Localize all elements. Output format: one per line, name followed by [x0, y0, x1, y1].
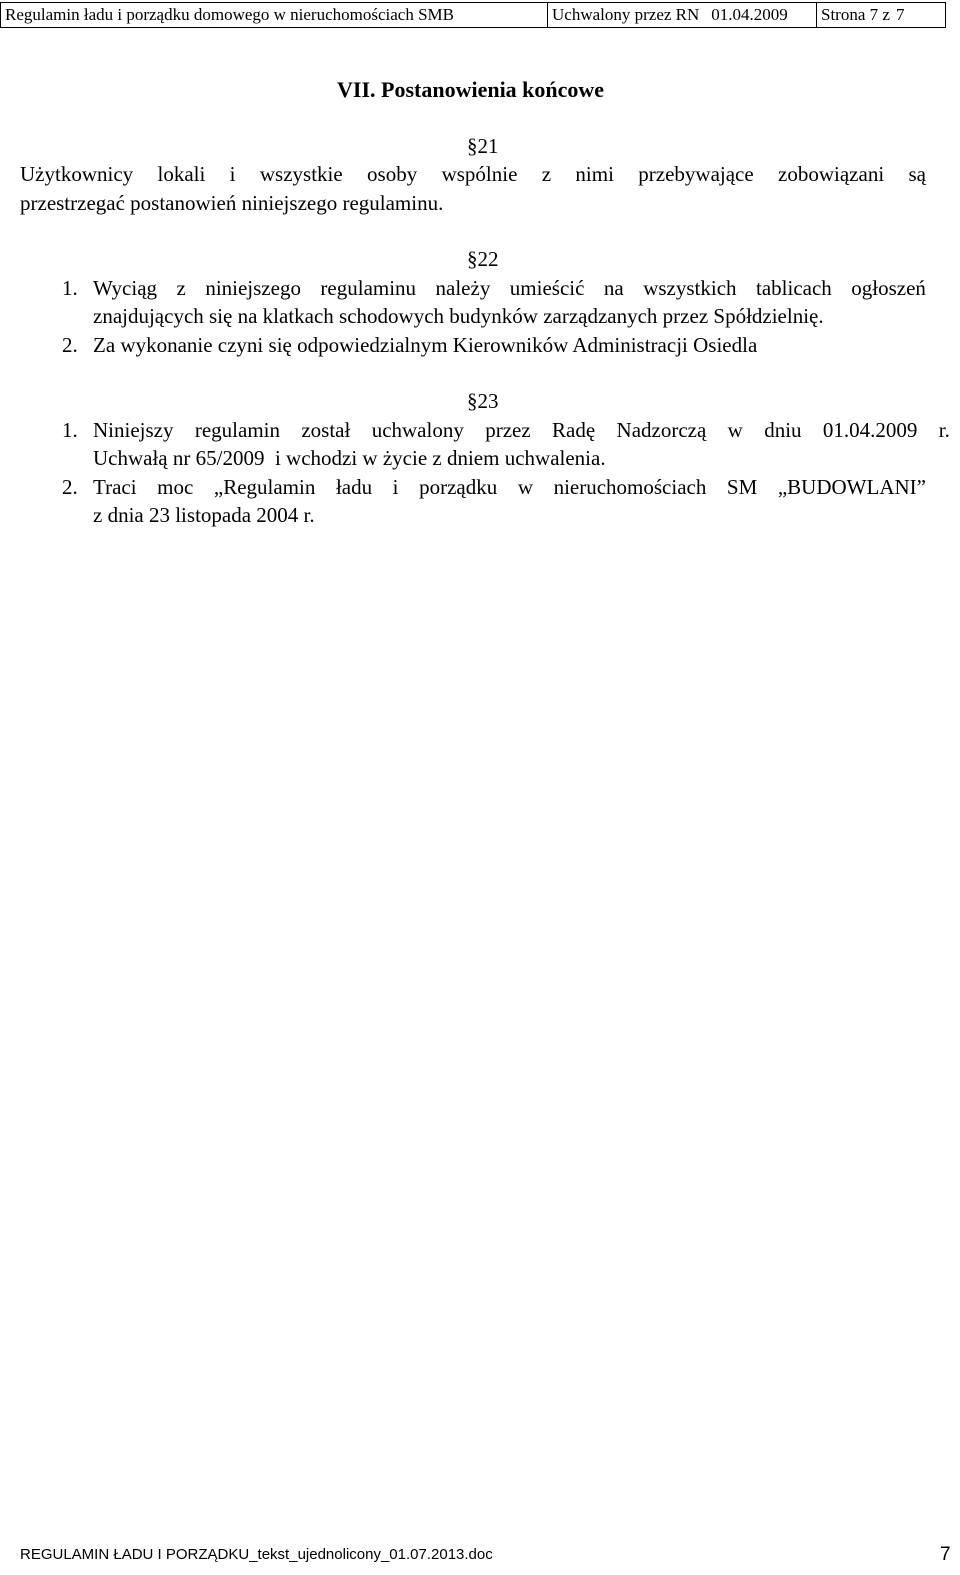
header-approved-date: 01.04.2009	[711, 5, 788, 24]
p22-item-2	[62, 331, 926, 359]
p23-item-1-line1: Niniejszy regulamin został uchwalony przez Radę Nadzorczą w dniu 01.04.2009 r.	[93, 418, 950, 442]
p22-item-1-line1: Wyciąg z niniejszego regulaminu należy umieścić na wszystkich tablicach ogłoszeń	[93, 276, 926, 300]
paragraph-mark-21: §21	[467, 134, 499, 158]
p23-item-1-number: 1.	[62, 418, 78, 442]
p23-item-1	[62, 416, 950, 472]
page-header	[0, 2, 946, 28]
header-page-label: Strona 7 z	[821, 5, 890, 24]
footer-page-number: 7	[940, 1544, 951, 1565]
p22-item-1-line2: znajdujących się na klatkach schodowych budynków zarządzanych przez Spółdzielnię.	[93, 304, 824, 328]
paragraph-mark-22: §22	[467, 247, 499, 271]
p21-line2: przestrzegać postanowień niniejszego regulaminu.	[20, 191, 444, 215]
p23-item-2-number: 2.	[62, 475, 78, 499]
section-title: VII. Postanowienia końcowe	[337, 77, 605, 102]
p22-item-2-line1: Za wykonanie czyni się odpowiedzialnym Kierowników Administracji Osiedla	[93, 333, 758, 357]
p22-item-1-number: 1.	[62, 276, 78, 300]
header-title: Regulamin ładu i porządku domowego w nieruchomościach SMB	[1, 3, 548, 28]
header-approved-by: Uchwalony przez RN	[552, 5, 700, 24]
p22-item-2-number: 2.	[62, 333, 78, 357]
header-page	[817, 3, 946, 28]
footer-filename: REGULAMIN ŁADU I PORZĄDKU_tekst_ujednolicony_01.07.2013.doc	[20, 1546, 493, 1563]
p21-line1: Użytkownicy lokali i wszystkie osoby wspólnie z nimi przebywające zobowiązani są	[20, 162, 926, 186]
header-approval	[548, 3, 817, 28]
p23-item-1-line2: Uchwałą nr 65/2009 i wchodzi w życie z dniem uchwalenia.	[93, 446, 606, 470]
p23-item-2-line2: z dnia 23 listopada 2004 r.	[93, 503, 315, 527]
paragraph-mark-23: §23	[467, 389, 499, 413]
header-page-total: 7	[895, 5, 905, 24]
p22-item-1	[62, 274, 926, 330]
p23-item-2-line1: Traci moc „Regulamin ładu i porządku w nieruchomościach SM „BUDOWLANI”	[93, 475, 926, 499]
p23-item-2	[62, 473, 926, 529]
